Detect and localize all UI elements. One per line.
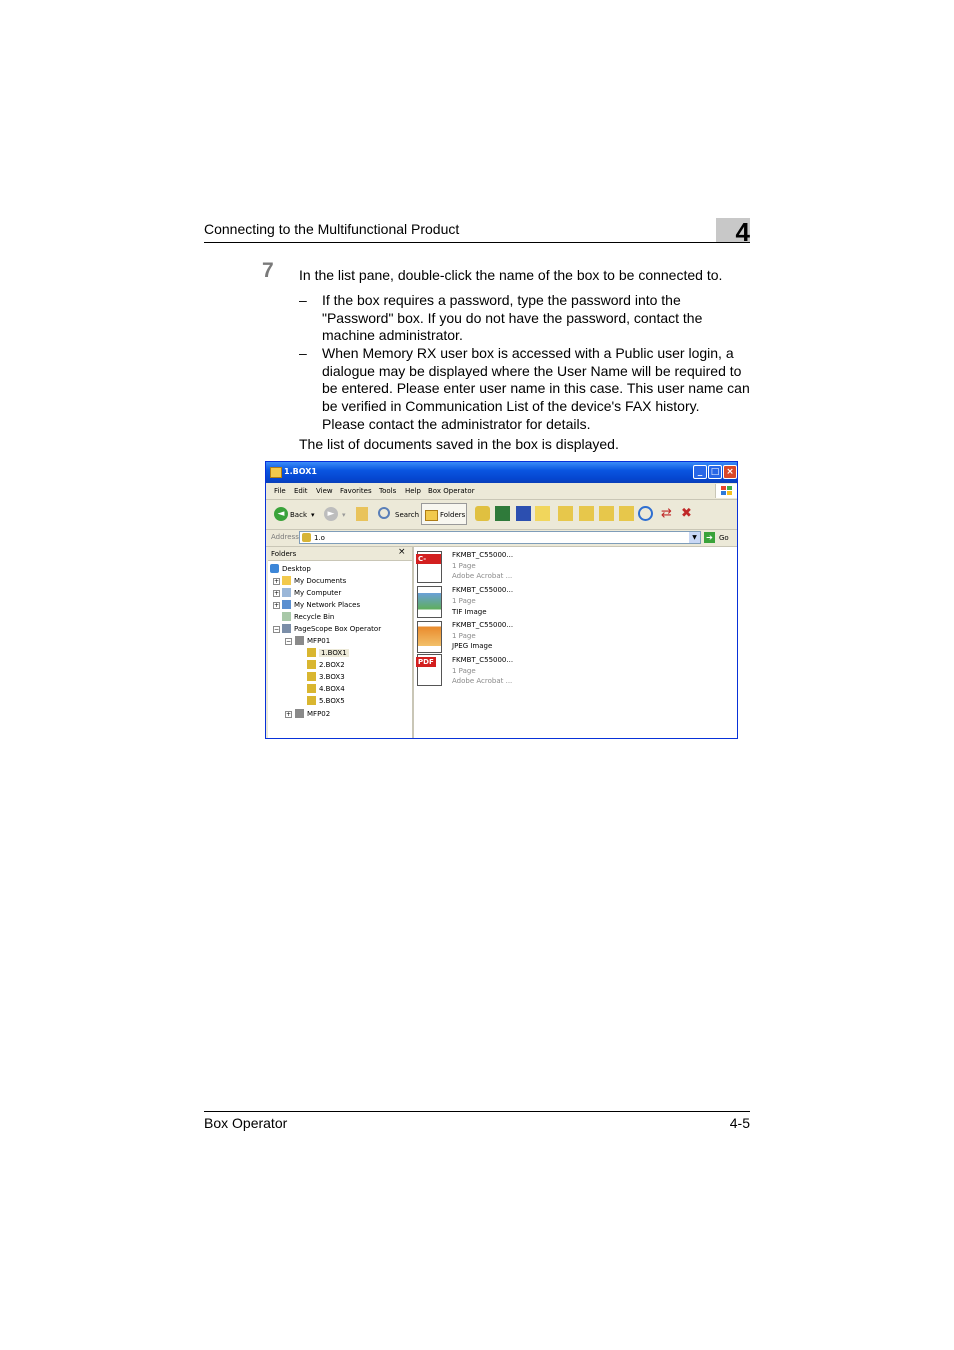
upload-icon[interactable] [579,506,594,521]
menu-favorites[interactable]: Favorites [340,487,372,495]
document-type: Adobe Acrobat ... [452,572,513,580]
document-name[interactable]: FKMBT_C55000... [452,621,514,629]
go-button-label[interactable]: Go [719,534,729,542]
chevron-down-icon[interactable]: ▼ [689,532,700,543]
folders-pane-title: Folders [271,550,297,558]
document-pages: 1 Page [452,667,476,675]
running-header-title: Connecting to the Multifunctional Product [204,221,460,237]
tree-item-mfp02[interactable]: MFP02 [307,710,331,718]
expand-icon[interactable]: + [286,711,292,718]
box-operator-icon [282,624,291,633]
bullet-line: be verified in Communication List of the device's FAX history. [322,398,700,415]
adobe-pdf-document-icon[interactable] [417,654,442,686]
tree-item-my-computer[interactable]: My Computer [294,589,342,597]
recycle-bin-icon [282,612,291,621]
tree-item-box5[interactable]: 5.BOX5 [319,697,345,705]
copy-icon[interactable] [599,506,614,521]
search-icon[interactable] [378,507,390,519]
menu-bar [266,483,737,500]
forward-arrow-icon[interactable]: ► [324,507,338,521]
tree-item-desktop[interactable]: Desktop [282,565,311,573]
document-list-pane [414,547,737,738]
go-arrow-icon[interactable]: ➔ [704,532,715,543]
folders-pane [268,547,414,738]
menu-edit[interactable]: Edit [294,487,308,495]
up-folder-icon[interactable] [356,507,368,521]
tree-item-box3[interactable]: 3.BOX3 [319,673,345,681]
scan-icon[interactable] [495,506,510,521]
address-field[interactable] [299,531,701,544]
bullet-line: machine administrator. [322,327,463,344]
properties-icon[interactable] [535,506,550,521]
tree-item-pagescope-box-operator[interactable]: PageScope Box Operator [294,625,382,633]
move-icon[interactable] [619,506,634,521]
bullet-line: dialogue may be displayed where the User Name will be required to [322,362,742,379]
network-icon [282,600,291,609]
box-icon [307,696,316,705]
tree-item-my-network-places[interactable]: My Network Places [294,601,361,609]
maximize-button[interactable]: □ [708,465,722,479]
box-icon [302,533,311,542]
folders-icon [425,510,438,521]
box-icon [307,672,316,681]
bullet-line: "Password" box. If you do not have the password, contact the [322,309,703,326]
document-type: Adobe Acrobat ... [452,677,513,685]
document-name[interactable]: FKMBT_C55000... [452,551,514,559]
document-pages: 1 Page [452,597,476,605]
box-icon [307,648,316,657]
document-type-tag: C-PDF [416,554,441,564]
delete-icon[interactable]: ✖ [681,506,692,521]
menu-view[interactable]: View [316,487,333,495]
close-icon[interactable]: × [398,547,406,557]
bullet-memory-rx [322,345,750,434]
jpeg-document-icon[interactable] [417,621,442,653]
tree-item-box4[interactable]: 4.BOX4 [319,685,345,693]
menu-file[interactable]: File [274,487,286,495]
document-type-tag: PDF [418,658,434,666]
save-icon[interactable] [516,506,531,521]
tree-item-box2[interactable]: 2.BOX2 [319,661,345,669]
step-number: 7 [262,259,274,282]
document-type: JPEG Image [452,642,493,650]
bullet-line: If the box requires a password, type the password into the [322,292,681,308]
back-dropdown-icon[interactable]: ▾ [311,511,315,519]
download-icon[interactable] [558,506,573,521]
tree-item-recycle-bin[interactable]: Recycle Bin [294,613,335,621]
bullet-dash: – [299,345,307,361]
close-button[interactable]: × [723,465,737,479]
tree-item-box1[interactable]: 1.BOX1 [321,649,347,657]
collapse-icon[interactable]: − [286,638,292,645]
bullet-line: be entered. Please enter user name in this case. This user name can [322,380,750,397]
minimize-button[interactable]: _ [693,465,707,479]
toolbar [266,499,737,530]
menu-tools[interactable]: Tools [379,487,397,495]
step-result: The list of documents saved in the box is displayed. [299,436,619,452]
header-rule [204,242,750,243]
bullet-line: Please contact the administrator for details. [322,415,591,432]
address-bar [266,529,737,547]
footer-rule [204,1111,750,1112]
folders-button-label: Folders [440,511,466,519]
step-instruction: In the list pane, double-click the name of the box to be connected to. [299,267,723,283]
refresh-icon[interactable] [638,506,653,521]
expand-icon[interactable]: + [274,590,280,597]
document-name[interactable]: FKMBT_C55000... [452,656,514,664]
folder-icon [282,576,291,585]
window-title: 1.BOX1 [284,467,317,476]
box-icon [307,684,316,693]
expand-icon[interactable]: + [274,578,280,585]
footer-title: Box Operator [204,1115,288,1131]
address-value: 1.o [314,534,325,542]
forward-dropdown-icon[interactable]: ▾ [342,511,346,519]
collapse-icon[interactable]: − [274,626,280,633]
computer-icon [282,588,291,597]
page-number: 4-5 [729,1115,750,1131]
document-pages: 1 Page [452,562,476,570]
box-operator-window [265,461,738,739]
tree-item-mfp01[interactable]: MFP01 [307,637,331,645]
pdf-document-icon[interactable] [417,551,442,583]
folders-button[interactable] [421,503,467,525]
search-button-label[interactable]: Search [395,511,420,519]
window-titlebar[interactable] [266,462,737,483]
bullet-dash: – [299,292,307,308]
desktop-icon [270,564,279,573]
menu-help[interactable]: Help [405,487,421,495]
back-button-label[interactable]: Back [290,511,307,519]
bullet-line: When Memory RX user box is accessed with a Public user login, a [322,345,734,361]
address-label: Address [271,533,299,541]
transfer-icon[interactable]: ⇄ [661,506,672,521]
back-arrow-icon[interactable]: ◄ [274,507,288,521]
document-pages: 1 Page [452,632,476,640]
printer-icon [295,636,304,645]
document-type: TIF Image [452,608,487,616]
box-icon[interactable] [475,506,490,521]
box-icon [307,660,316,669]
printer-icon [295,709,304,718]
expand-icon[interactable]: + [274,602,280,609]
folders-pane-header [268,547,412,561]
document-name[interactable]: FKMBT_C55000... [452,586,514,594]
tree-item-my-documents[interactable]: My Documents [294,577,347,585]
windows-logo-icon [715,484,737,498]
bullet-password [322,292,750,345]
menu-box-operator[interactable]: Box Operator [428,487,475,495]
tif-document-icon[interactable] [417,586,442,618]
chapter-number: 4 [735,217,750,247]
folder-icon [270,467,282,478]
